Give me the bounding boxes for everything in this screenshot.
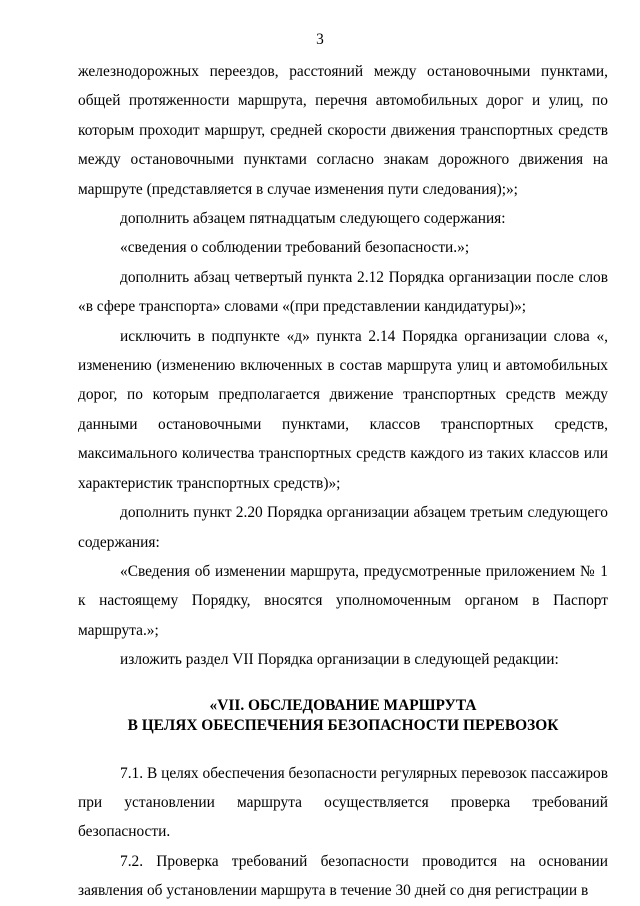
paragraph-amendment: изложить раздел VII Порядка организации в следующей редакции: xyxy=(120,651,559,669)
paragraph-continuation: железнодорожных переездов, расстояний между остановочными пунктами, общей протяженности маршрута, перечня автомобильных дорог и улиц, по которым проходит маршрут, средней скорости движения транспортных средств между остановочными пунктами согласно знакам дорожного движения на маршруте (представляется в случае изменения пути следования);»; xyxy=(78,63,608,198)
section-heading-line1: «VII. ОБСЛЕДОВАНИЕ МАРШРУТА xyxy=(209,696,477,714)
section-heading xyxy=(78,675,608,759)
paragraph-clause: 7.1. В целях обеспечения безопасности регулярных перевозок пассажиров при установлении маршрута осуществляется проверка требований безопасности. xyxy=(78,764,608,841)
paragraph-amendment: дополнить пункт 2.20 Порядка организации абзацем третьим следующего содержания: xyxy=(78,504,608,551)
section-heading-line2: В ЦЕЛЯХ ОБЕСПЕЧЕНИЯ БЕЗОПАСНОСТИ ПЕРЕВОЗОК xyxy=(127,716,559,734)
paragraph-amendment: дополнить абзац четвертый пункта 2.12 Порядка организации после слов «в сфере транспорта» словами «(при представлении кандидатуры)»; xyxy=(78,268,608,316)
page-number: 3 xyxy=(316,31,324,48)
paragraph-amendment: исключить в подпункте «д» пункта 2.14 Порядка организации слова «, изменению (изменению включенных в состав маршрута улиц и автомобильных дорог, по которым предполагается движение транспортных средств между данными остановочными пунктами, классов транспортных средств, максимального количества транспортных средств каждого из таких классов или характеристик транспортных средств)»; xyxy=(78,327,608,492)
paragraph-amendment: «сведения о соблюдении требований безопасности.»; xyxy=(120,239,470,257)
paragraph-amendment: дополнить абзацем пятнадцатым следующего содержания: xyxy=(120,210,506,228)
document-body xyxy=(78,57,608,906)
paragraph-amendment: «Сведения об изменении маршрута, предусмотренные приложением № 1 к настоящему Порядку, вносятся уполномоченным органом в Паспорт маршрута.»; xyxy=(78,562,608,639)
paragraph-clause: 7.2. Проверка требований безопасности проводится на основании заявления об установлении маршрута в течение 30 дней со дня регистрации в xyxy=(78,852,608,900)
